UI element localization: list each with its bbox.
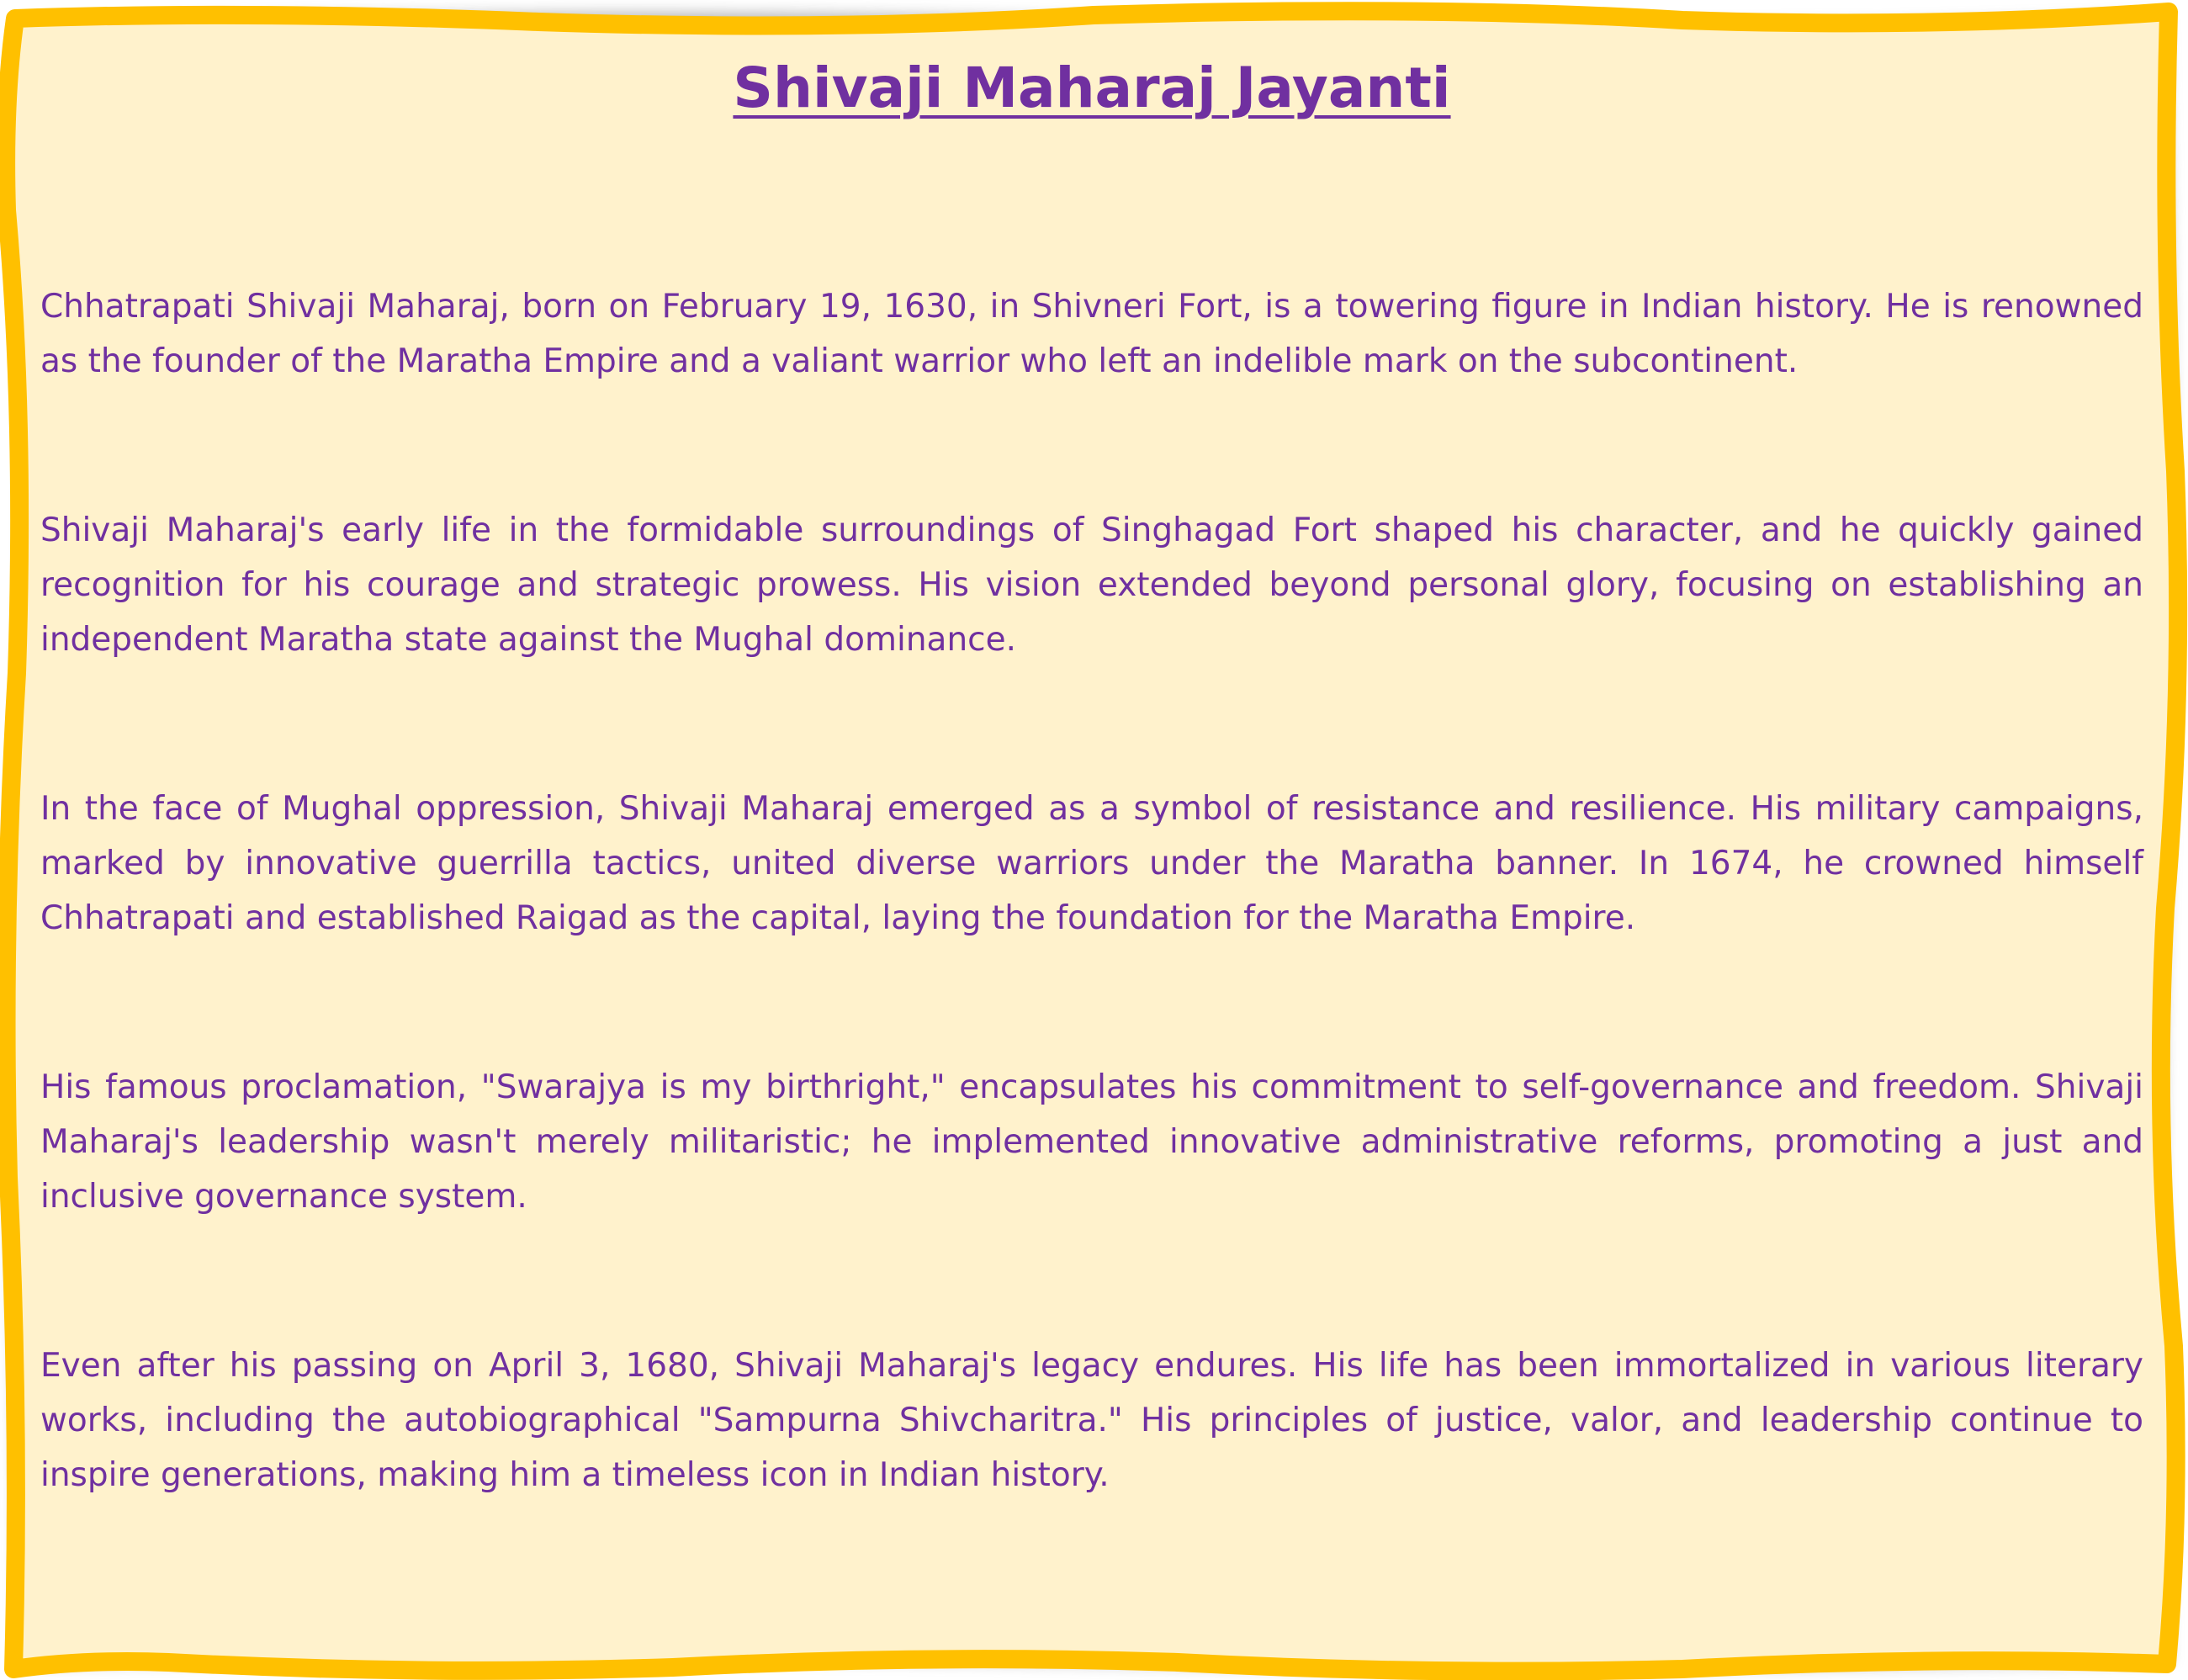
paragraph-swarajya: His famous proclamation, "Swarajya is my birthright," encapsulates his commitment to self-governance and freedom. Shivaji Maharaj's leadership wasn't merely militaristic; he implemented innovative administrative reforms, promoting a just and inclusive governance system. (40, 1068, 2143, 1216)
document-content (40, 50, 2143, 1615)
paragraph-legacy: Even after his passing on April 3, 1680, Shivaji Maharaj's legacy endures. His life has been immortalized in various literary works, including the autobiographical "Sampurna Shivcharitra." His principles of justice, valor, and leadership continue to inspire generations, making him a timeless icon in Indian history. (40, 1347, 2143, 1494)
paragraph-early-life: Shivaji Maharaj's early life in the formidable surroundings of Singhagad Fort shaped his character, and he quickly gained recognition for his courage and strategic prowess. His vision extended beyond personal glory, focusing on establishing an independent Maratha state against the Mughal dominance. (40, 511, 2143, 659)
body-text (40, 279, 2143, 1617)
paragraph-resistance: In the face of Mughal oppression, Shivaji Maharaj emerged as a symbol of resistance and resilience. His military campaigns, marked by innovative guerrilla tactics, united diverse warriors under the Maratha banner. In 1674, he crowned himself Chhatrapati and established Raigad as the capital, laying the foundation for the Maratha Empire. (40, 790, 2143, 937)
page-title: Shivaji Maharaj Jayanti (733, 56, 1451, 120)
paragraph-birth: Chhatrapati Shivaji Maharaj, born on February 19, 1630, in Shivneri Fort, is a towering figure in Indian history. He is renowned as the founder of the Maratha Empire and a valiant warrior who left an indelible mark on the subcontinent. (40, 288, 2143, 380)
